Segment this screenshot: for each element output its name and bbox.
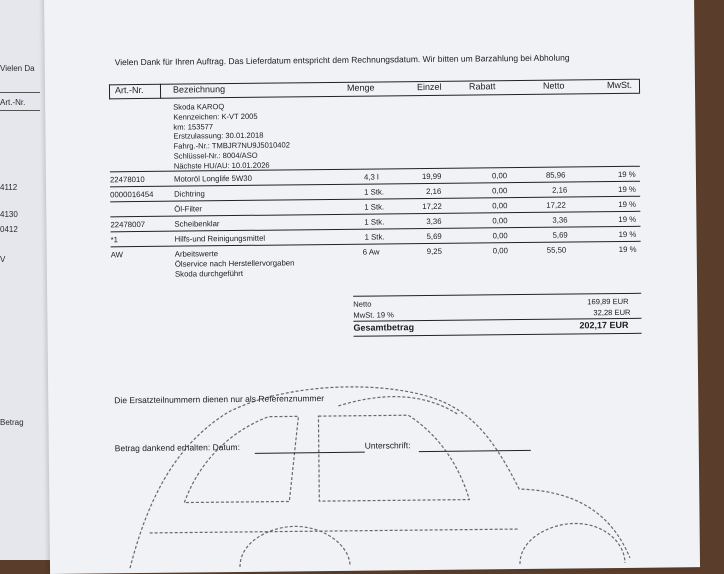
fragment-text: 4130 [0, 210, 18, 219]
cell-desc: Motoröl Longlife 5W30 [173, 173, 253, 184]
cell-rabatt: 0,00 [492, 246, 508, 256]
column-rabatt: Rabatt [468, 81, 496, 92]
cell-menge: 1 Stk. [364, 202, 385, 212]
received-label: Betrag dankend erhalten: Datum: [114, 441, 241, 454]
desc-line: Ölservice nach Herstellervorgaben [174, 258, 295, 269]
cell-art: 22478007 [110, 219, 146, 230]
cell-netto: 2,16 [552, 185, 568, 195]
cell-einzel: 19,99 [421, 171, 442, 182]
cell-rabatt: 0,00 [491, 171, 508, 181]
cell-mwst: 19 % [618, 244, 637, 254]
column-mwst: MwSt. [606, 79, 633, 91]
vehicle-next-inspection: Nächste HU/AU: 10.01.2026 [173, 160, 270, 171]
cell-mwst: 19 % [618, 214, 637, 224]
totals-bottom-border [354, 333, 642, 337]
cell-menge: 6 Aw [362, 247, 380, 257]
intro-text: Vielen Dank für Ihren Auftrag. Das Lieferdatum entspricht dem Rechnungsdatum. Wir bitten um Barzahlung bei Abholung [114, 52, 570, 68]
cell-rabatt: 0,00 [492, 231, 508, 241]
cell-art: 0000016454 [110, 189, 154, 200]
cell-netto: 5,69 [552, 230, 568, 240]
column-art-nr: Art.-Nr. [114, 84, 144, 96]
reference-note: Die Ersatzteilnummern dienen nur als Referenznummer [114, 393, 325, 406]
mwst-value: 32,28 EUR [593, 307, 631, 318]
cell-rabatt: 0,00 [492, 186, 508, 196]
signature-label: Unterschrift: [364, 440, 411, 451]
cell-mwst: 19 % [618, 229, 637, 239]
vehicle-vin: Fahrg.-Nr.: TMBJR7NU9J5010402 [173, 140, 291, 151]
divider [0, 110, 40, 111]
cell-einzel: 17,22 [422, 201, 442, 212]
cell-art: *1 [110, 235, 118, 245]
fragment-text: 4112 [0, 183, 18, 192]
cell-menge: 4,3 l [363, 172, 379, 182]
mwst-label: MwSt. 19 % [353, 310, 394, 320]
vehicle-mileage: km: 153577 [173, 121, 214, 132]
cell-mwst: 19 % [617, 169, 636, 179]
gesamt-label: Gesamtbetrag [353, 322, 415, 333]
netto-value: 169,89 EUR [587, 296, 629, 307]
netto-label: Netto [353, 299, 372, 309]
cell-art: 22478010 [109, 174, 145, 185]
cell-einzel: 9,25 [426, 246, 442, 257]
cell-desc: Öl-Filter [174, 204, 203, 214]
cell-menge: 1 Stk. [364, 232, 385, 242]
divider [0, 92, 40, 93]
vehicle-model: Skoda KAROQ [173, 102, 225, 112]
column-separator [160, 84, 161, 99]
vehicle-info [173, 101, 290, 171]
cell-mwst: 19 % [618, 184, 636, 194]
invoice-sheet [44, 0, 700, 574]
vehicle-key-number: Schlüssel-Nr.: 8004/ASO [173, 150, 258, 161]
fragment-text: Vielen Da [0, 64, 35, 73]
fragment-text: V [0, 255, 6, 264]
gesamt-value: 202,17 EUR [579, 319, 629, 331]
cell-mwst: 19 % [618, 199, 637, 209]
cell-desc: Dichtring [174, 189, 205, 199]
table-header-right-border [639, 79, 640, 94]
cell-desc: Hilfs-und Reinigungsmittel [174, 233, 266, 244]
cell-desc: Scheibenklar [174, 219, 220, 229]
column-einzel: Einzel [416, 81, 442, 93]
fragment-text: Betrag [0, 418, 24, 427]
desc-line: Arbeitswerte [174, 249, 219, 259]
vehicle-plate: Kennzeichen: K-VT 2005 [173, 111, 258, 122]
cell-desc [175, 248, 295, 279]
fragment-text: Art.-Nr. [0, 98, 26, 107]
column-bezeichnung: Bezeichnung [172, 84, 226, 95]
cell-art: AW [110, 250, 124, 260]
cell-netto: 55,50 [546, 245, 567, 255]
car-watermark [88, 378, 650, 574]
table-header-left-border [109, 84, 110, 99]
column-netto: Netto [542, 80, 565, 91]
cell-menge: 1 Stk. [364, 217, 385, 227]
fragment-text: 0412 [0, 225, 18, 234]
cell-einzel: 3,36 [426, 216, 442, 227]
vehicle-registration: Erstzulassung: 30.01.2018 [173, 131, 264, 142]
cell-rabatt: 0,00 [492, 216, 508, 226]
column-menge: Menge [346, 82, 375, 93]
totals-top-border [353, 293, 641, 297]
cell-netto: 85,96 [545, 170, 566, 180]
desc-line: Skoda durchgeführt [174, 268, 244, 279]
cell-menge: 1 Stk. [364, 187, 385, 197]
cell-netto: 3,36 [552, 215, 568, 225]
cell-einzel: 2,16 [426, 186, 442, 197]
cell-netto: 17,22 [546, 200, 566, 210]
cell-rabatt: 0,00 [492, 201, 508, 211]
cell-einzel: 5,69 [426, 231, 442, 242]
